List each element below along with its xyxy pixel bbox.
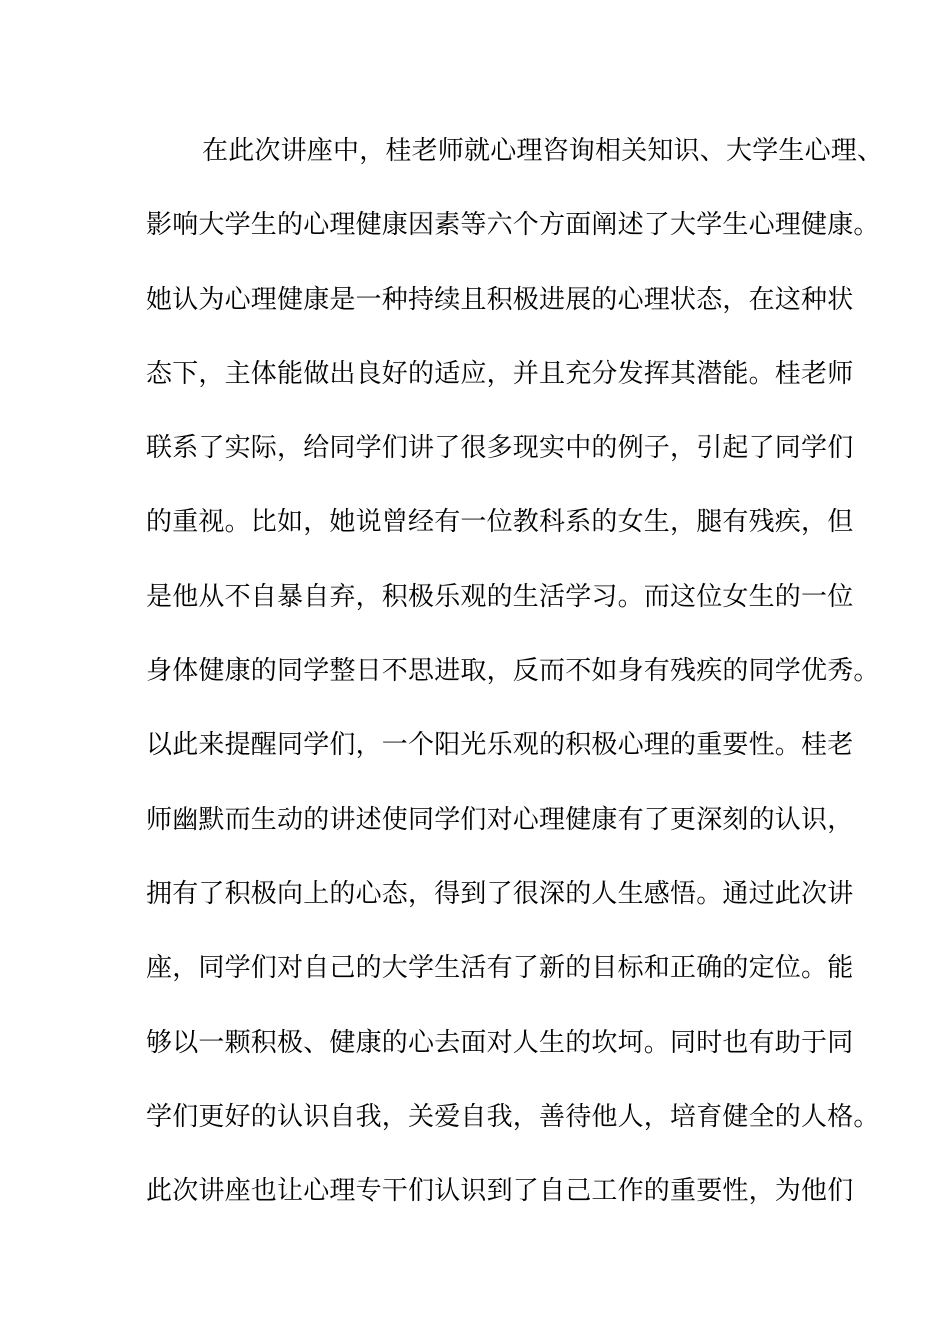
paragraph-line: 座，同学们对自己的大学生活有了新的目标和正确的定位。能 — [146, 953, 854, 984]
paragraph-line: 以此来提醒同学们，一个阳光乐观的积极心理的重要性。桂老 — [146, 730, 854, 761]
paragraph-line: 拥有了积极向上的心态，得到了很深的人生感悟。通过此次讲 — [146, 878, 854, 909]
paragraph-line: 够以一颗积极、健康的心去面对人生的坎坷。同时也有助于同 — [146, 1027, 854, 1058]
paragraph-line: 师幽默而生动的讲述使同学们对心理健康有了更深刻的认识， — [146, 804, 854, 835]
paragraph-line: 在此次讲座中，桂老师就心理咨询相关知识、大学生心理、 — [202, 136, 884, 166]
paragraph-line: 此次讲座也让心理专干们认识到了自己工作的重要性，为他们 — [146, 1176, 854, 1207]
paragraph-line: 联系了实际，给同学们讲了很多现实中的例子，引起了同学们 — [146, 433, 854, 464]
paragraph-line: 是他从不自暴自弃，积极乐观的生活学习。而这位女生的一位 — [146, 581, 854, 612]
paragraph-line: 态下，主体能做出良好的适应，并且充分发挥其潜能。桂老师 — [146, 358, 854, 389]
body-paragraph — [146, 126, 884, 1240]
paragraph-line: 学们更好的认识自我，关爱自我，善待他人，培育健全的人格。 — [146, 1101, 880, 1132]
paragraph-line: 身体健康的同学整日不思进取，反而不如身有残疾的同学优秀。 — [146, 656, 880, 687]
paragraph-line: 她认为心理健康是一种持续且积极进展的心理状态，在这种状 — [146, 284, 854, 315]
paragraph-line: 的重视。比如，她说曾经有一位教科系的女生，腿有残疾，但 — [146, 507, 854, 538]
paragraph-line: 影响大学生的心理健康因素等六个方面阐述了大学生心理健康。 — [146, 210, 880, 241]
